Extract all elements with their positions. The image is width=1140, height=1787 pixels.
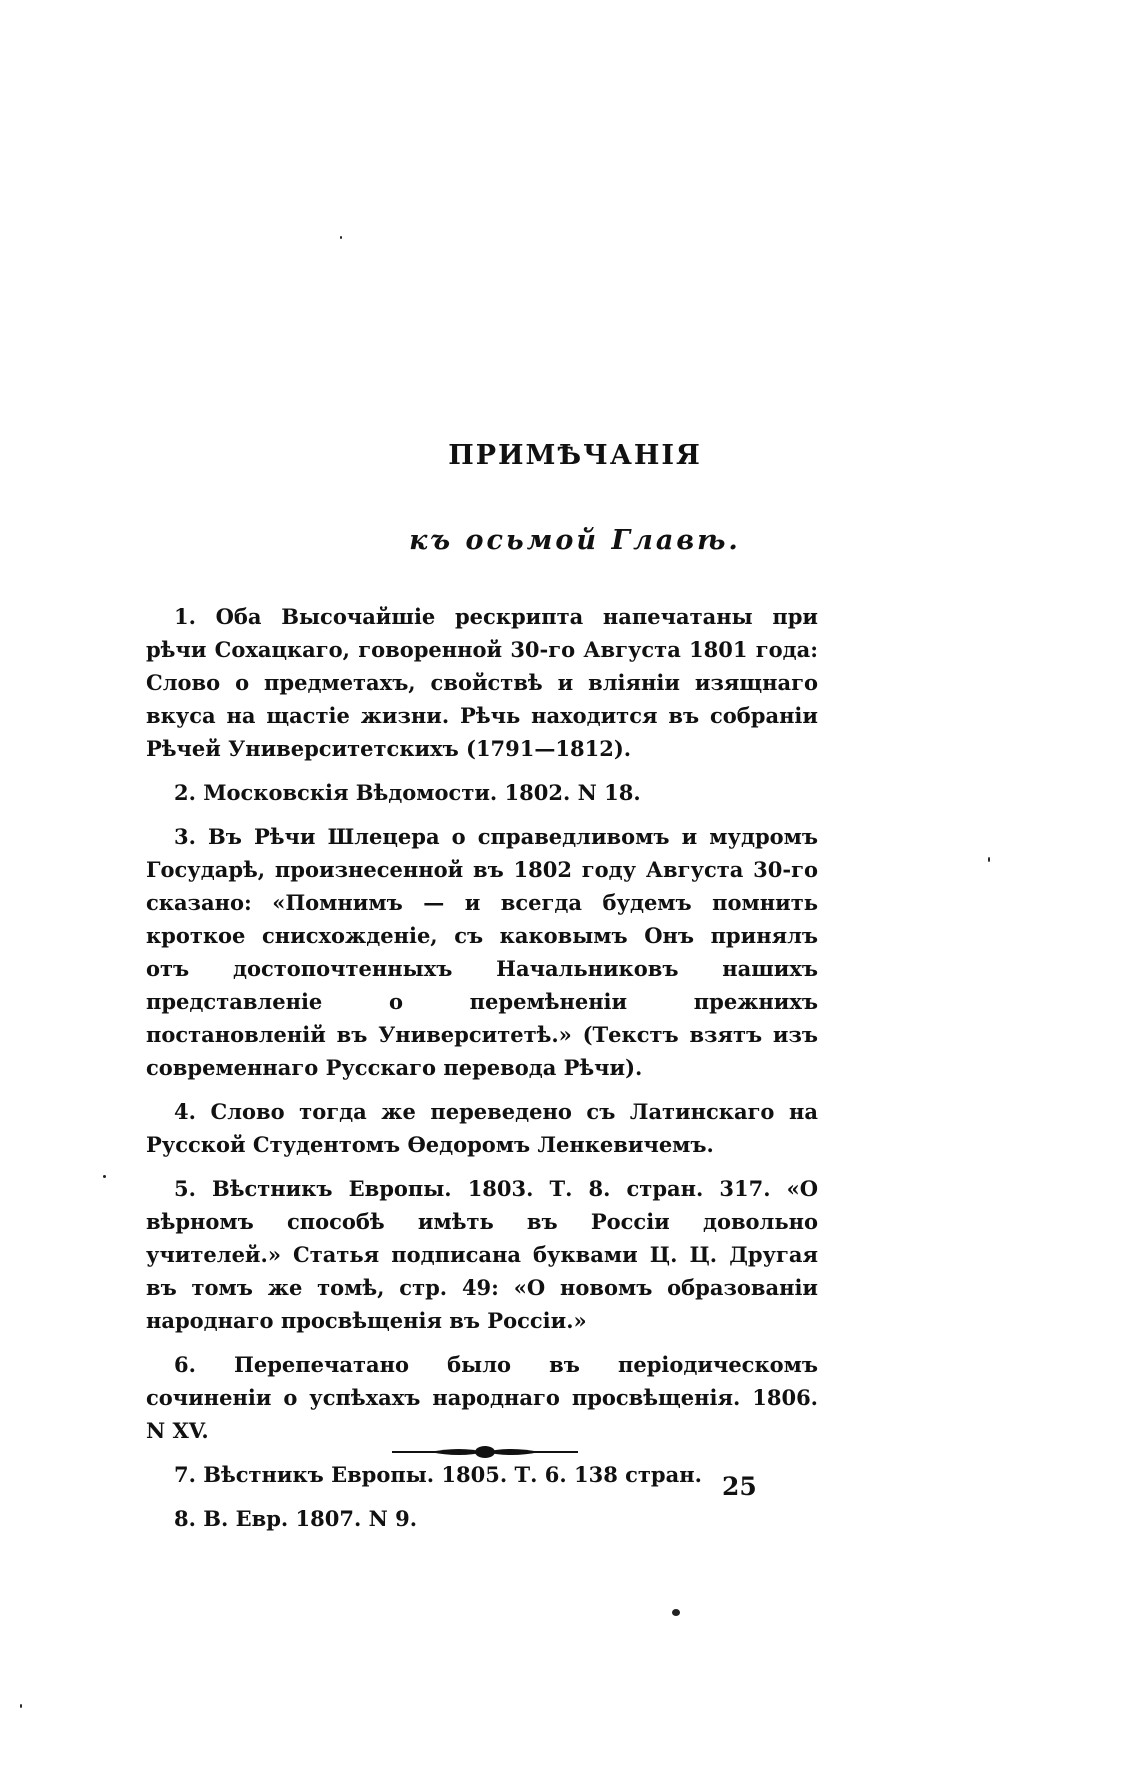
note-7: 7. Вѣстникъ Европы. 1805. Т. 6. 138 стран. <box>174 1462 702 1487</box>
page-title: ПРИМѢЧАНІЯ <box>448 440 702 471</box>
page-number: 25 <box>722 1472 757 1501</box>
ink-speck <box>672 1609 680 1616</box>
note-1: 1. Оба Высочайшіе рескрипта напечатаны при рѣчи Сохацкаго, говоренной 30-го Августа 1801 года: Слово о предметахъ, свойствѣ и вліяніи изящнаго вкуса на щастіе жизни. Рѣчь находится въ собраніи Рѣчей Университетскихъ (1791—1812). <box>146 604 818 761</box>
note-3: 3. Въ Рѣчи Шлецера о справедливомъ и мудромъ Государѣ, произнесенной въ 1802 году Августа 30-го сказано: «Помнимъ — и всегда будемъ помнить кроткое снисхожденіе, съ каковымъ Онъ принялъ отъ достопочтенныхъ Начальниковъ нашихъ представленіе о перемѣненіи прежнихъ постановленій въ Университетѣ.» (Текстъ взятъ изъ современнаго Русскаго перевода Рѣчи). <box>146 824 818 1080</box>
note-6: 6. Перепечатано было въ періодическомъ сочиненіи о успѣхахъ народнаго просвѣщенія. 1806. N XV. <box>146 1352 818 1443</box>
note-4: 4. Слово тогда же переведено съ Латинскаго на Русской Студентомъ Ѳедоромъ Ленкевичемъ. <box>146 1099 818 1157</box>
note-5: 5. Вѣстникъ Европы. 1803. Т. 8. стран. 317. «О вѣрномъ способѣ имѣть въ Россіи довольно учителей.» Статья подписана буквами Ц. Ц. Другая въ томъ же томѣ, стр. 49: «О новомъ образованіи народнаго просвѣщенія въ Россіи.» <box>146 1176 818 1333</box>
notes-list <box>146 600 818 1546</box>
note-2: 2. Московскія Вѣдомости. 1802. N 18. <box>174 780 641 805</box>
note-8: 8. В. Евр. 1807. N 9. <box>174 1506 418 1531</box>
ink-speck <box>988 857 990 862</box>
ink-speck <box>340 236 342 239</box>
ornamental-divider <box>390 1445 580 1459</box>
ink-speck <box>20 1704 22 1708</box>
page-subtitle: къ осьмой Главѣ. <box>409 525 741 556</box>
ink-speck <box>103 1175 106 1178</box>
